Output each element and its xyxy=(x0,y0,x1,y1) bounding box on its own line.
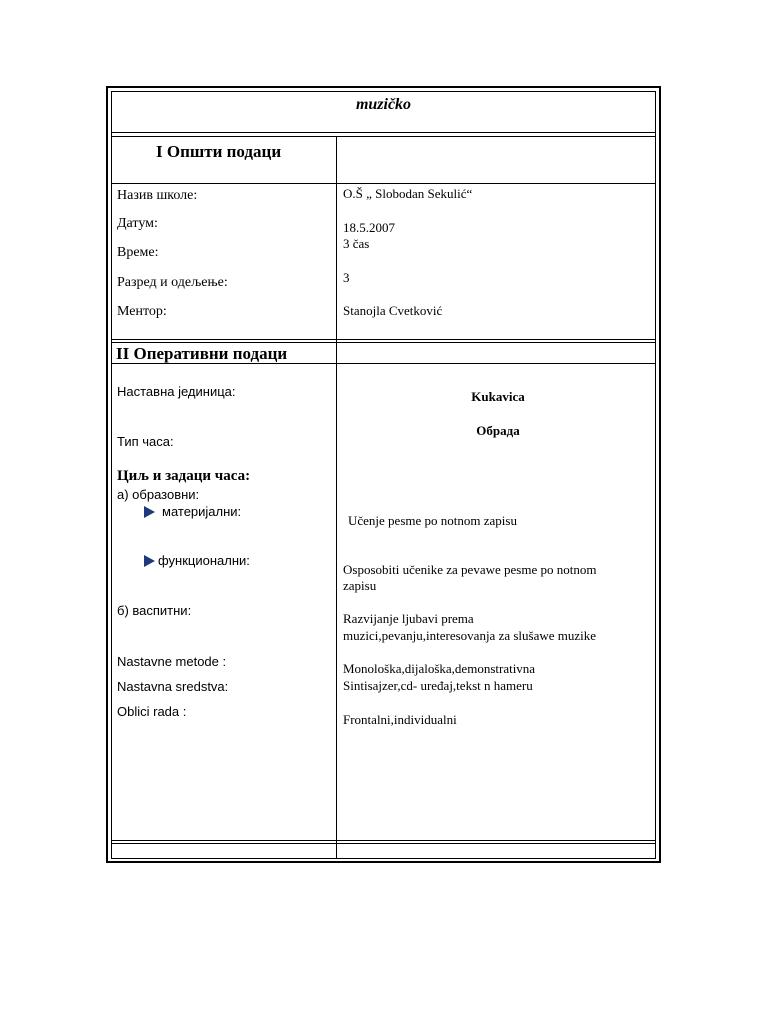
lesson-type-label: Тип часа: xyxy=(117,434,174,449)
divider xyxy=(111,91,112,859)
school-name-label: Назив школе: xyxy=(117,188,198,203)
functional-value-line2: zapisu xyxy=(343,578,377,593)
educational-label: а) образовни: xyxy=(117,487,200,502)
upbringing-value-line1: Razvijanje ljubavi prema xyxy=(343,611,474,626)
time-value: 3 čas xyxy=(343,236,370,251)
document-title: muzičko xyxy=(355,96,412,113)
time-label: Време: xyxy=(117,245,159,260)
upbringing-label: б) васпитни: xyxy=(117,603,192,618)
goals-heading: Циљ и задаци часа: xyxy=(117,468,251,484)
mentor-value: Stanojla Cvetković xyxy=(343,303,443,318)
divider xyxy=(111,183,656,184)
divider xyxy=(111,342,656,343)
methods-value: Monološka,dijaloška,demonstrativna xyxy=(343,661,536,676)
section2-heading: II Оперативни подаци xyxy=(116,344,288,363)
section1-heading: I Општи подаци xyxy=(156,142,282,161)
lesson-plan-table xyxy=(106,86,661,863)
class-value: 3 xyxy=(343,270,350,285)
methods-label: Nastavne metode : xyxy=(117,654,227,669)
divider xyxy=(111,132,656,133)
divider xyxy=(111,136,656,137)
class-label: Разред и одељење: xyxy=(117,275,228,290)
means-label: Nastavna sredstva: xyxy=(117,679,229,694)
school-name-value: O.Š „ Slobodan Sekulić“ xyxy=(343,186,473,201)
divider xyxy=(111,858,656,859)
upbringing-value-line2: muzici,pevanju,interesovanja za slušawe muzike xyxy=(343,628,597,643)
functional-value-line1: Osposobiti učenike za pevawe pesme po notnom xyxy=(343,562,597,577)
mentor-label: Ментор: xyxy=(117,304,167,319)
unit-label: Наставна јединица: xyxy=(117,384,236,399)
divider xyxy=(111,363,656,364)
means-value: Sintisajzer,cd- uređaj,tekst n hameru xyxy=(343,678,533,693)
arrow-right-icon xyxy=(144,506,155,518)
arrow-right-icon xyxy=(144,555,155,567)
divider xyxy=(111,91,656,92)
date-value: 18.5.2007 xyxy=(343,220,395,235)
divider xyxy=(111,840,656,841)
divider xyxy=(655,91,656,859)
divider xyxy=(111,339,656,340)
column-divider xyxy=(336,136,337,859)
material-label: материјални: xyxy=(162,504,242,519)
material-value: Učenje pesme po notnom zapisu xyxy=(348,513,517,528)
lesson-type-value: Обрада xyxy=(476,423,520,438)
date-label: Датум: xyxy=(117,216,158,231)
forms-value: Frontalni,individualni xyxy=(343,712,457,727)
divider xyxy=(111,843,656,844)
forms-label: Oblici rada : xyxy=(117,704,187,719)
functional-label: функционални: xyxy=(158,553,250,568)
unit-value: Kukavica xyxy=(471,389,525,404)
